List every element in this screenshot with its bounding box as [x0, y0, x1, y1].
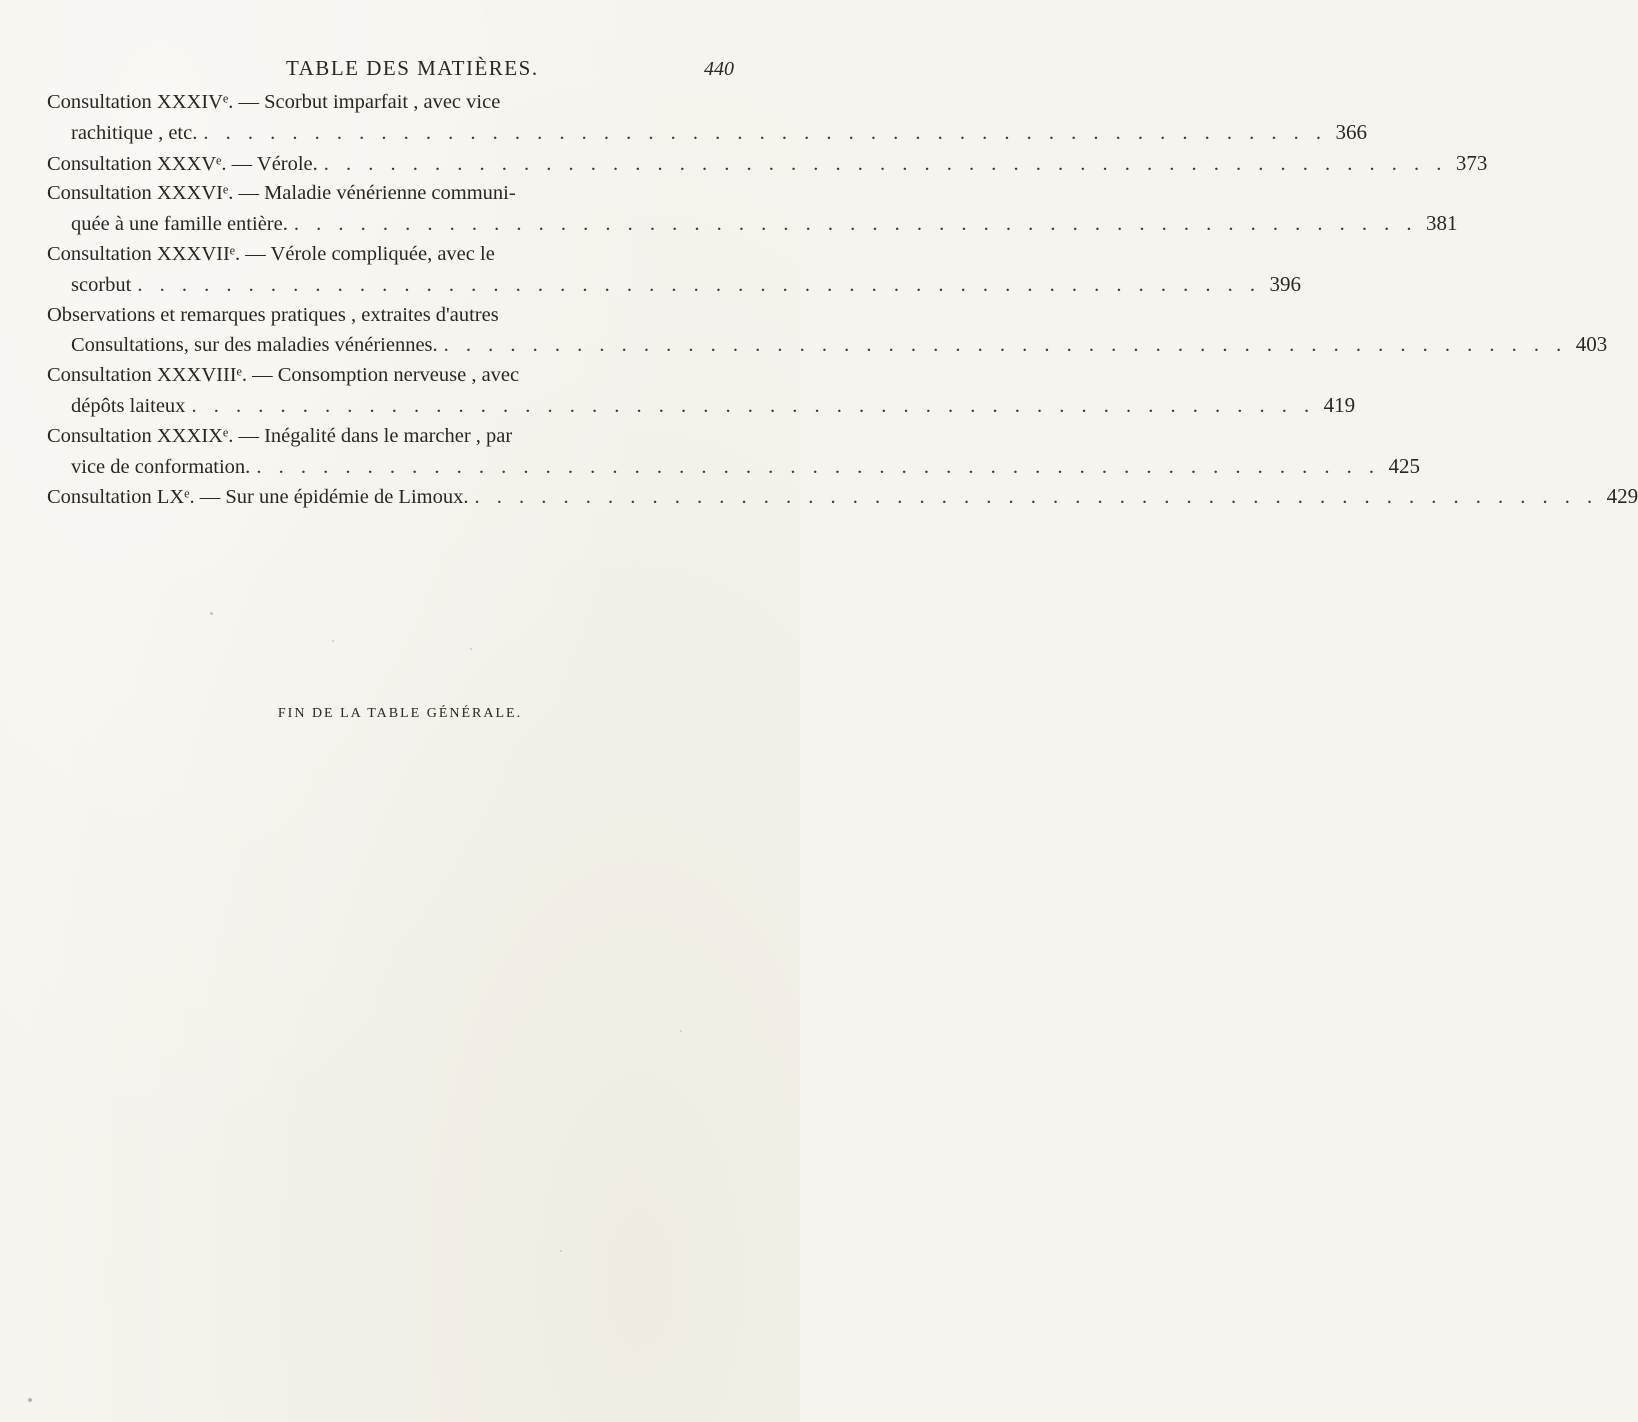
dot-leader	[185, 392, 1315, 422]
dot-leader	[438, 331, 1568, 361]
toc-line	[47, 391, 1356, 422]
table-of-contents	[47, 88, 1638, 513]
toc-page-ref: 425	[1388, 453, 1420, 478]
dot-leader	[288, 210, 1418, 240]
toc-entry	[47, 240, 1301, 301]
toc-entry-text: Consultation XXXVIᵉ. — Maladie vénérienne communi-	[47, 182, 516, 205]
toc-entry-text: scorbut	[71, 273, 132, 296]
toc-entry	[47, 361, 1356, 422]
toc-entry-text: Consultation XXXIXᵉ. — Inégalité dans le marcher , par	[47, 424, 513, 447]
toc-entry-text: quée à une famille entière.	[71, 213, 288, 236]
toc-line	[47, 452, 1420, 483]
page-number: 440	[704, 58, 734, 80]
toc-entry-text: Consultation XXXVIIIᵉ. — Consomption nerveuse , avec	[47, 364, 520, 387]
print-speck	[210, 612, 213, 615]
toc-page-ref: 419	[1323, 392, 1356, 417]
print-speck	[680, 1030, 682, 1032]
toc-entry-text: rachitique , etc.	[71, 121, 198, 144]
toc-line	[47, 209, 1458, 240]
toc-line	[47, 240, 763, 270]
toc-entry-text: dépôts laiteux	[71, 394, 186, 417]
toc-entry-text: vice de conformation.	[71, 455, 251, 478]
toc-entry-text: Consultations, sur des maladies vénériennes.	[71, 334, 438, 357]
toc-entry	[47, 482, 1638, 513]
toc-line	[47, 88, 763, 118]
toc-line	[47, 330, 1608, 361]
end-of-table-note: FIN DE LA TABLE GÉNÉRALE.	[277, 706, 523, 721]
toc-line	[47, 179, 763, 209]
print-speck	[470, 648, 472, 650]
toc-page-ref: 366	[1335, 119, 1367, 144]
dot-leader	[318, 150, 1448, 180]
toc-line	[47, 270, 1301, 301]
toc-entry-text: Consultation XXXVᵉ. — Vérole.	[47, 152, 318, 175]
dot-leader	[197, 119, 1327, 149]
page-header	[0, 50, 800, 90]
toc-page-ref: 381	[1425, 211, 1458, 236]
toc-line	[47, 422, 763, 452]
toc-entry	[47, 88, 1367, 149]
dot-leader	[131, 271, 1261, 301]
toc-entry-text: Consultation XXXVIIᵉ. — Vérole compliquée, avec le	[47, 242, 495, 265]
toc-entry	[47, 149, 1488, 180]
toc-entry-text: Observations et remarques pratiques , extraites d'autres	[47, 303, 499, 326]
toc-entry-text: Consultation XXXIVᵉ. — Scorbut imparfait , avec vice	[47, 91, 501, 113]
dot-leader	[468, 483, 1598, 513]
toc-line	[47, 118, 1367, 149]
toc-line	[47, 482, 1638, 513]
toc-entry	[47, 422, 1420, 483]
toc-page-ref: 403	[1575, 332, 1608, 357]
toc-line	[47, 149, 1488, 180]
toc-entry	[47, 179, 1458, 240]
toc-line	[47, 301, 763, 331]
print-speck	[560, 1250, 562, 1252]
toc-line	[47, 361, 763, 391]
print-speck	[332, 640, 334, 642]
toc-entry-text: Consultation LXᵉ. — Sur une épidémie de Limoux.	[47, 486, 469, 509]
toc-entry	[47, 301, 1608, 362]
running-title: TABLE DES MATIÈRES.	[286, 56, 539, 80]
toc-page-ref: 373	[1455, 150, 1488, 175]
print-speck	[28, 1398, 32, 1402]
toc-page-ref: 429	[1606, 484, 1638, 509]
toc-page-ref: 396	[1269, 271, 1301, 296]
dot-leader	[250, 453, 1380, 483]
